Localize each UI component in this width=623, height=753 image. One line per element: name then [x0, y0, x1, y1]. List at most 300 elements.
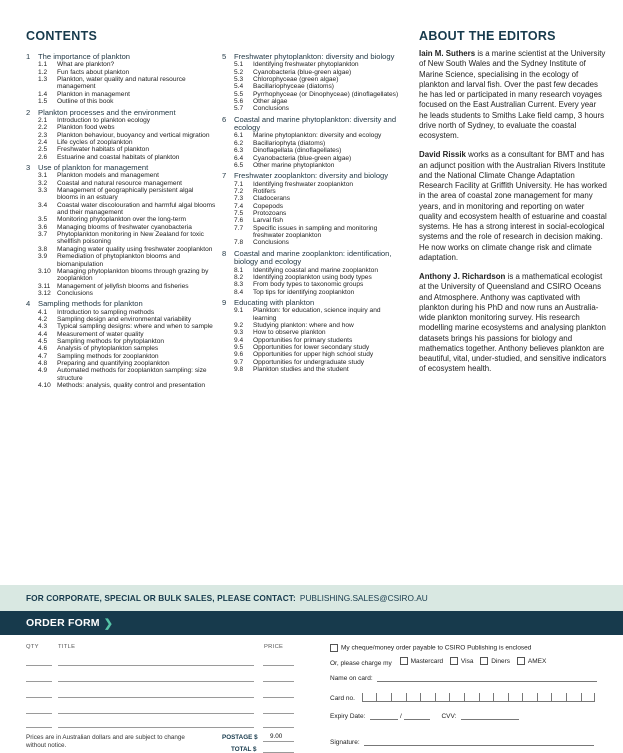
- diners-label: Diners: [491, 657, 511, 665]
- toc-chapter: [222, 299, 402, 373]
- price-field[interactable]: [263, 727, 294, 728]
- section-number: 8.2: [234, 273, 244, 281]
- section-number: 7.3: [234, 195, 244, 203]
- contents-column-2: [222, 53, 402, 377]
- toc-section: [222, 289, 402, 296]
- section-number: 8.1: [234, 266, 244, 274]
- card-digit-box[interactable]: [551, 693, 566, 702]
- section-title: Sampling methods for zooplankton: [57, 352, 159, 360]
- charge-label: Or, please charge my: [330, 660, 392, 667]
- toc-section: [26, 224, 216, 231]
- section-number: 3.6: [38, 223, 48, 231]
- toc-section: [222, 366, 402, 373]
- amex-checkbox[interactable]: [517, 657, 525, 665]
- qty-field[interactable]: [26, 727, 52, 728]
- section-title: Managing phytoplankton blooms through grazing by zooplankton: [57, 267, 209, 283]
- chapter-title: Use of plankton for management: [38, 163, 149, 173]
- section-number: 2.3: [38, 131, 48, 139]
- toc-chapter: [222, 250, 402, 296]
- prices-note: Prices are in Australian dollars and are subject to change without notice.: [26, 734, 185, 749]
- contents-heading: CONTENTS: [26, 29, 98, 43]
- toc-section: [26, 338, 216, 345]
- toc-section: [222, 147, 402, 154]
- section-title: Other algae: [253, 98, 288, 106]
- toc-section: [222, 132, 402, 139]
- section-title: Freshwater habitats of plankton: [57, 146, 149, 154]
- card-digit-box[interactable]: [464, 693, 479, 702]
- qty-field[interactable]: [26, 713, 52, 714]
- chapter-number: 8: [222, 248, 227, 258]
- section-title: Opportunities for lower secondary study: [253, 344, 370, 352]
- card-option-visa: [450, 657, 474, 665]
- chapter-title: Coastal and marine zooplankton: identification, biology and ecology: [234, 248, 392, 267]
- section-number: 9.2: [234, 322, 244, 330]
- postage-value: 9.00: [270, 733, 283, 740]
- toc-section: [26, 139, 216, 146]
- editor-bio: [419, 150, 607, 263]
- section-number: 4.5: [38, 338, 48, 346]
- chapter-title: Freshwater phytoplankton: diversity and biology: [234, 52, 395, 61]
- section-title: Coastal water discolouration and harmful algal blooms and their management: [57, 201, 216, 217]
- section-number: 1.3: [38, 75, 48, 83]
- section-number: 8.3: [234, 281, 244, 289]
- expiry-month-field[interactable]: [370, 719, 398, 720]
- section-number: 4.6: [38, 345, 48, 353]
- visa-label: Visa: [460, 657, 474, 665]
- section-title: Marine phytoplankton: diversity and ecology: [253, 132, 382, 140]
- signature-field[interactable]: [364, 745, 594, 746]
- toc-section: [26, 367, 216, 382]
- card-digit-box[interactable]: [435, 693, 450, 702]
- chapter-number: 7: [222, 171, 227, 181]
- chapter-title: Plankton processes and the environment: [38, 107, 176, 117]
- section-title: Larval fish: [253, 217, 284, 225]
- chapter-number: 3: [26, 163, 31, 173]
- section-number: 4.3: [38, 323, 48, 331]
- card-digit-box[interactable]: [420, 693, 435, 702]
- toc-section: [26, 202, 216, 217]
- toc-chapter: [222, 116, 402, 169]
- section-number: 1.2: [38, 68, 48, 76]
- toc-section: [222, 281, 402, 288]
- editor-name: David Rissik: [419, 150, 466, 160]
- cheque-label: My cheque/money order payable to CSIRO Publishing is enclosed: [341, 644, 532, 652]
- section-number: 3.11: [38, 282, 51, 290]
- toc-section: [26, 172, 216, 179]
- signature-label: Signature:: [330, 739, 360, 746]
- card-digit-box[interactable]: [537, 693, 552, 702]
- order-form-header: [0, 611, 623, 635]
- editors-bios: [419, 49, 607, 384]
- editor-description: works as a consultant for BMT and has an adjunct position with the Australian Rivers Institute and the National Climate Change Adaptation Research Facility at Griffith University. He has worked in the area of coastal zone management for many years, and in monitoring and reporting on water quality and ecosystem health of estuarine and coastal systems. He has a strong interest in social-ecological systems and the role of research in decision making. He now works on climate change risk and climate adaptation.: [419, 150, 607, 262]
- section-number: 3.1: [38, 172, 48, 180]
- chapter-heading: [26, 300, 216, 308]
- toc-chapter: [26, 53, 216, 105]
- toc-chapter: [26, 300, 216, 389]
- toc-section: [222, 307, 402, 322]
- editor-name: Iain M. Suthers: [419, 49, 476, 58]
- card-digit-box[interactable]: [522, 693, 537, 702]
- chapter-number: 6: [222, 114, 227, 124]
- diners-checkbox[interactable]: [480, 657, 488, 665]
- chapter-title: Freshwater zooplankton: diversity and biology: [234, 171, 389, 181]
- toc-section: [222, 188, 402, 195]
- chapter-title: The importance of plankton: [38, 52, 131, 61]
- toc-section: [222, 98, 402, 105]
- qty-column-header: QTY: [26, 644, 39, 650]
- toc-chapter: [222, 53, 402, 113]
- section-number: 3.12: [38, 289, 51, 297]
- toc-section: [222, 91, 402, 98]
- card-digit-box[interactable]: [566, 693, 581, 702]
- section-title: Specific issues in sampling and monitoring freshwater zooplankton: [253, 224, 378, 240]
- toc-section: [222, 69, 402, 76]
- about-editors-heading: ABOUT THE EDITORS: [419, 29, 556, 43]
- section-number: 1.4: [38, 90, 48, 98]
- section-number: 9.4: [234, 336, 244, 344]
- toc-section: [26, 146, 216, 153]
- section-title: Cladocerans: [253, 195, 291, 203]
- section-number: 3.3: [38, 187, 48, 195]
- toc-section: [26, 98, 216, 105]
- section-number: 6.5: [234, 161, 244, 169]
- section-title: From body types to taxonomic groups: [253, 281, 364, 289]
- chapter-title: Sampling methods for plankton: [38, 299, 143, 309]
- toc-section: [222, 140, 402, 147]
- section-title: Phytoplankton monitoring in New Zealand for toxic shellfish poisoning: [57, 231, 204, 246]
- name-on-card-label: Name on card:: [330, 675, 373, 682]
- section-title: Estuarine and coastal habitats of plankton: [57, 153, 180, 161]
- section-number: 6.2: [234, 139, 244, 147]
- section-number: 5.5: [234, 90, 244, 98]
- title-field[interactable]: [58, 697, 254, 698]
- editor-bio: [419, 272, 607, 375]
- section-number: 6.1: [234, 132, 244, 140]
- section-title: Conclusions: [57, 289, 93, 297]
- signature-row: [330, 739, 594, 746]
- cheque-checkbox[interactable]: [330, 644, 338, 652]
- section-number: 5.7: [234, 105, 244, 113]
- section-number: 3.8: [38, 245, 48, 253]
- section-title: How to observe plankton: [253, 329, 326, 337]
- toc-section: [26, 268, 216, 283]
- section-number: 9.8: [234, 366, 244, 374]
- price-field[interactable]: [263, 665, 294, 666]
- section-title: Coastal and natural resource management: [57, 179, 182, 187]
- section-number: 9.1: [234, 307, 244, 315]
- toc-section: [222, 351, 402, 358]
- postage-line: [263, 741, 294, 742]
- section-title: Remediation of phytoplankton blooms and biomanipulation: [57, 253, 181, 268]
- toc-section: [26, 309, 216, 316]
- contents-column-1: [26, 53, 216, 393]
- contact-label: FOR CORPORATE, SPECIAL OR BULK SALES, PLEASE CONTACT:: [26, 593, 296, 603]
- section-title: Dinoflagellata (dinoflagellates): [253, 147, 342, 155]
- total-label: TOTAL $: [231, 746, 257, 753]
- section-title: Bacillariophyta (diatoms): [253, 139, 326, 147]
- toc-section: [26, 180, 216, 187]
- postage-label: POSTAGE $: [222, 734, 258, 741]
- chapter-title: Coastal and marine phytoplankton: diversity and ecology: [234, 114, 397, 133]
- section-title: Introduction to plankton ecology: [57, 116, 151, 124]
- card-option-amex: [517, 657, 546, 665]
- section-number: 6.3: [234, 147, 244, 155]
- section-title: Monitoring phytoplankton over the long-term: [57, 216, 187, 224]
- toc-section: [26, 283, 216, 290]
- section-number: 9.3: [234, 329, 244, 337]
- chapter-heading: [222, 250, 402, 267]
- toc-section: [222, 76, 402, 83]
- chapter-number: 5: [222, 52, 227, 61]
- card-digit-box[interactable]: [493, 693, 508, 702]
- section-number: 2.4: [38, 138, 48, 146]
- section-number: 9.5: [234, 344, 244, 352]
- title-field[interactable]: [58, 713, 254, 714]
- section-number: 1.1: [38, 61, 48, 69]
- section-title: Managing water quality using freshwater zooplankton: [57, 245, 213, 253]
- section-number: 4.2: [38, 316, 48, 324]
- chapter-heading: [222, 53, 402, 61]
- card-digit-box[interactable]: [508, 693, 523, 702]
- title-field[interactable]: [58, 665, 254, 666]
- qty-field[interactable]: [26, 697, 52, 698]
- card-digit-box[interactable]: [362, 693, 377, 702]
- toc-section: [26, 246, 216, 253]
- section-title: Sampling methods for phytoplankton: [57, 338, 165, 346]
- section-title: Conclusions: [253, 239, 289, 247]
- toc-section: [222, 329, 402, 336]
- section-title: Cyanobacteria (blue-green algae): [253, 68, 352, 76]
- section-title: Identifying freshwater phytoplankton: [253, 61, 359, 69]
- name-on-card-field[interactable]: [377, 681, 597, 682]
- section-title: Management of geographically persistent algal blooms in an estuary: [57, 187, 194, 202]
- section-number: 4.10: [38, 382, 51, 390]
- section-number: 7.1: [234, 180, 244, 188]
- section-title: Chlorophyceae (green algae): [253, 75, 339, 83]
- section-title: Identifying coastal and marine zooplankton: [253, 266, 378, 274]
- card-digit-box[interactable]: [376, 693, 391, 702]
- toc-section: [222, 155, 402, 162]
- chapter-number: 2: [26, 107, 31, 117]
- price-column-header: PRICE: [264, 644, 284, 650]
- toc-chapter: [26, 109, 216, 161]
- section-number: 2.1: [38, 116, 48, 124]
- chapter-number: 1: [26, 52, 31, 61]
- section-title: Top tips for identifying zooplankton: [253, 288, 355, 296]
- toc-section: [222, 359, 402, 366]
- visa-checkbox[interactable]: [450, 657, 458, 665]
- section-title: Plankton models and management: [57, 172, 159, 180]
- section-number: 7.8: [234, 239, 244, 247]
- section-title: Managing blooms of freshwater cyanobacteria: [57, 223, 192, 231]
- section-number: 3.9: [38, 253, 48, 261]
- expiry-year-field[interactable]: [404, 719, 430, 720]
- section-title: Plankton in management: [57, 90, 130, 98]
- card-number-label: Card no.: [330, 695, 355, 702]
- section-title: Plankton food webs: [57, 124, 115, 132]
- bulk-sales-contact-bar: [0, 585, 623, 611]
- section-title: Rotifers: [253, 188, 276, 196]
- card-digit-box[interactable]: [449, 693, 464, 702]
- chapter-heading: [26, 109, 216, 117]
- mastercard-label: Mastercard: [410, 657, 444, 665]
- price-field[interactable]: [263, 681, 294, 682]
- toc-section: [26, 91, 216, 98]
- toc-section: [26, 154, 216, 161]
- section-number: 3.5: [38, 216, 48, 224]
- contact-email-link[interactable]: PUBLISHING.SALES@CSIRO.AU: [299, 593, 428, 603]
- chapter-heading: [26, 164, 216, 172]
- toc-chapter: [222, 172, 402, 246]
- section-title: Outline of this book: [57, 98, 114, 106]
- section-title: Copepods: [253, 202, 284, 210]
- toc-section: [222, 162, 402, 169]
- section-number: 4.9: [38, 367, 48, 375]
- toc-section: [222, 61, 402, 68]
- toc-section: [222, 210, 402, 217]
- toc-chapter: [26, 164, 216, 297]
- card-digit-box[interactable]: [479, 693, 494, 702]
- section-title: Bacillariophyceae (diatoms): [253, 83, 334, 91]
- section-number: 3.7: [38, 231, 48, 239]
- toc-section: [222, 203, 402, 210]
- toc-section: [26, 61, 216, 68]
- amex-label: AMEX: [527, 657, 547, 665]
- toc-section: [26, 331, 216, 338]
- section-number: 2.2: [38, 124, 48, 132]
- section-number: 6.4: [234, 154, 244, 162]
- toc-section: [222, 225, 402, 240]
- card-type-row: [330, 657, 551, 667]
- section-title: Management of jellyfish blooms and fisheries: [57, 282, 189, 290]
- toc-section: [222, 217, 402, 224]
- editor-name: Anthony J. Richardson: [419, 272, 506, 281]
- section-title: Opportunities for undergraduate study: [253, 358, 365, 366]
- order-form-title: ORDER FORM: [26, 617, 100, 629]
- section-number: 4.7: [38, 352, 48, 360]
- section-title: Automated methods for zooplankton sampling: size structure: [57, 367, 207, 382]
- section-number: 7.2: [234, 188, 244, 196]
- section-number: 8.4: [234, 288, 244, 296]
- title-field[interactable]: [58, 681, 254, 682]
- card-number-field[interactable]: [362, 695, 596, 702]
- toc-section: [26, 323, 216, 330]
- editor-bio: [419, 49, 607, 141]
- section-title: Plankton behaviour, buoyancy and vertical migration: [57, 131, 210, 139]
- section-number: 5.1: [234, 61, 244, 69]
- name-on-card-row: [330, 675, 597, 682]
- toc-section: [26, 231, 216, 246]
- expiry-row: [330, 713, 519, 720]
- card-digit-box[interactable]: [391, 693, 406, 702]
- card-digit-box[interactable]: [406, 693, 421, 702]
- cvv-field[interactable]: [461, 719, 519, 720]
- price-field[interactable]: [263, 713, 294, 714]
- section-number: 1.5: [38, 98, 48, 106]
- chevron-right-icon: ❯: [103, 617, 114, 630]
- toc-section: [26, 76, 216, 91]
- toc-section: [222, 267, 402, 274]
- section-title: Pyrrhophyceae (or Dinophyceae) (dinoflagellates): [253, 90, 399, 98]
- section-title: Typical sampling designs: where and when to sample: [57, 323, 213, 331]
- toc-section: [26, 316, 216, 323]
- card-number-row: [330, 693, 595, 702]
- section-title: Introduction to sampling methods: [57, 308, 155, 316]
- section-number: 3.10: [38, 267, 51, 275]
- section-number: 5.4: [234, 83, 244, 91]
- toc-section: [222, 322, 402, 329]
- chapter-heading: [222, 116, 402, 133]
- section-title: Identifying freshwater zooplankton: [253, 180, 354, 188]
- section-title: Measurement of water quality: [57, 330, 144, 338]
- card-option-mastercard: [400, 657, 444, 665]
- title-field[interactable]: [58, 727, 254, 728]
- section-number: 2.5: [38, 146, 48, 154]
- section-number: 5.3: [234, 75, 244, 83]
- toc-section: [26, 124, 216, 131]
- section-title: Sampling design and environmental variability: [57, 316, 192, 324]
- toc-section: [26, 117, 216, 124]
- section-title: Identifying zooplankton using body types: [253, 273, 372, 281]
- section-title: Preparing and quantifying zooplankton: [57, 360, 170, 368]
- toc-section: [222, 274, 402, 281]
- section-title: Cyanobacteria (blue-green algae): [253, 154, 352, 162]
- section-title: Opportunities for primary students: [253, 336, 353, 344]
- section-title: Conclusions: [253, 105, 289, 113]
- toc-section: [26, 382, 216, 389]
- section-number: 9.6: [234, 351, 244, 359]
- qty-field[interactable]: [26, 665, 52, 666]
- section-number: 4.4: [38, 330, 48, 338]
- section-title: Protozoans: [253, 210, 287, 218]
- mastercard-checkbox[interactable]: [400, 657, 408, 665]
- editor-description: is a marine scientist at the University of New South Wales and the Sydney Institute of Marine Science, specialising in the ecology of plankton and larval fish. Over the past few decades he has led or participated in many research voyages focused on the East Australian Current. Every year he leads students to Smiths Lake field camp, 3 hours drive north of Sydney, to evaluate the coastal ecosystem.: [419, 49, 606, 140]
- toc-section: [222, 344, 402, 351]
- section-number: 4.8: [38, 360, 48, 368]
- cheque-option: [330, 644, 531, 652]
- section-title: Plankton: for education, science inquiry and learning: [253, 307, 381, 322]
- chapter-heading: [26, 53, 216, 61]
- price-field[interactable]: [263, 697, 294, 698]
- section-number: 2.6: [38, 153, 48, 161]
- section-number: 7.4: [234, 202, 244, 210]
- toc-section: [26, 345, 216, 352]
- toc-section: [26, 187, 216, 202]
- toc-section: [26, 360, 216, 367]
- toc-section: [222, 105, 402, 112]
- editor-description: is a mathematical ecologist at the University of Queensland and CSIRO Oceans and Atmosphere. Anthony was captivated with plankton during his PhD and now runs an Australia-wide plankton monitoring survey. His research modelling marine ecosystems and analysing plankton datasets brings his passions for biology and mathematics together. Anthony believes plankton are beautiful, vital, under-studied, and sensitive indicators of ecosystem health.: [419, 272, 607, 374]
- section-number: 7.5: [234, 210, 244, 218]
- qty-field[interactable]: [26, 681, 52, 682]
- chapter-number: 4: [26, 299, 31, 309]
- section-title: Studying plankton: where and how: [253, 322, 354, 330]
- section-number: 3.2: [38, 179, 48, 187]
- card-digit-box[interactable]: [581, 693, 596, 702]
- toc-section: [26, 132, 216, 139]
- section-title: Plankton studies and the student: [253, 366, 349, 374]
- toc-section: [222, 337, 402, 344]
- section-number: 7.6: [234, 217, 244, 225]
- toc-section: [222, 239, 402, 246]
- toc-section: [26, 290, 216, 297]
- toc-section: [222, 181, 402, 188]
- expiry-separator: /: [400, 713, 402, 720]
- cvv-label: CVV:: [441, 713, 457, 720]
- chapter-title: Educating with plankton: [234, 298, 315, 308]
- section-title: Other marine phytoplankton: [253, 161, 335, 169]
- section-title: Opportunities for upper high school study: [253, 351, 374, 359]
- chapter-number: 9: [222, 298, 227, 308]
